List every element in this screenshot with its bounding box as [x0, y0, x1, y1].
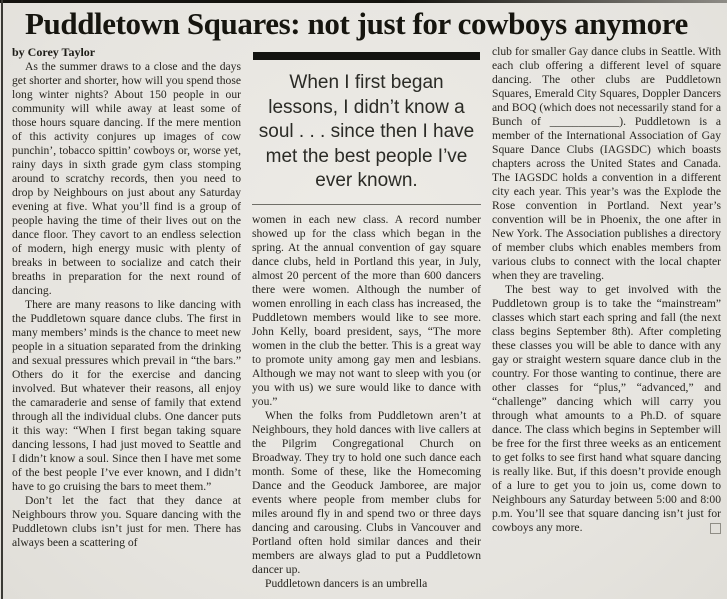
byline: by Corey Taylor: [12, 45, 96, 59]
top-rule: [0, 0, 727, 3]
paragraph: There are many reasons to like dancing with the Puddletown square dance clubs. The first in many members’ minds is the chance to meet new people in a situation separated from the drinking and sexual pressures which prevail in “the bars.” Others do it for the exercise and dancing involved. But whatever their reasons, all enjoy the camaraderie and sense of family that extend through all the individual clubs. One dancer puts it this way: “When I first began taking square dancing lessons, I had just moved to Seattle and I didn’t know a soul. Since then I have met some of the best people I’ve ever known, and I didn’t have to go cruising the bars to meet them.”: [12, 298, 241, 493]
column-2: [252, 45, 481, 591]
pull-quote-top-bar: [253, 52, 480, 60]
pull-quote-bottom-rule: [252, 204, 481, 205]
pull-quote: When I first began lessons, I didn’t know a soul . . . since then I have met the best people I’ve ever known.: [258, 72, 475, 191]
paragraph: When the folks from Puddletown aren’t at Neighbours, they hold dances with live callers at the Pilgrim Congregational Church on Broadway. They try to hold one such dance each month. Some of these, like the Homecoming Dance and the Geoduck Jamboree, are major events where people from member clubs for miles around fly in and spend two or three days dancing and carousing. Clubs in Vancouver and Portland often hold similar dances and their members are always glad to put a Puddletown dancer up.: [252, 408, 481, 576]
article-columns: [0, 43, 727, 591]
paragraph: women in each new class. A record number showed up for the class which began in the spring. At the annual convention of gay square dance clubs, held in Portland this year, in July, almost 20 percent of the more than 600 dancers there were women. Although the number of women enrolling in each class has increased, the Puddletown members would like to see more. John Kelly, board president, says, “The more women in the club the better. This is a great way to promote unity among gay men and lesbians. Although we may not want to sleep with you (or you with us) we sure would like to dance with you.”: [252, 212, 481, 408]
paragraph: club for smaller Gay dance clubs in Seattle. With each club offering a different level of square dancing. The other clubs are Puddletown Squares, Emerald City Squares, Doppler Dancers and BOQ (which does not necessarily stand for a Bunch of ____________). Puddletown is a member of the International Association of Gay Square Dance Clubs (IAGSDC) which boasts chapters across the United States and Canada. The IAGSDC holds a convention in a different city each year. This year’s was the Explode the Rose convention in Portland. Next year’s convention will be in Phoenix, the one after in New York. The Association publishes a directory of member clubs which enables members from various clubs to connect with the local chapter when they are traveling.: [492, 45, 721, 282]
paragraph: As the summer draws to a close and the days get shorter and shorter, how will you spend those long winter nights? About 150 people in our community will while away at least some of those hours square dancing. If the mere mention of this activity conjures up images of cow punchin’, tobacco spittin’ cowboys or, worse yet, rainy days in sixth grade gym class stomping around to scratchy records, then you need to drop by Neighbours on just about any Saturday evening at five. What you’ll find is a group of people having the time of their lives out on the dance floor. They cavort to an endless selection of modern, high energy music with plenty of breaks in between to socialize and catch their breaths in preparation for the next round of dancing.: [12, 60, 241, 297]
article-headline: Puddletown Squares: not just for cowboys anymore: [25, 6, 688, 41]
column-3: [492, 45, 721, 591]
left-edge-rule: [1, 0, 3, 599]
pull-quote-block: [252, 52, 481, 205]
end-square-icon: [710, 523, 721, 534]
column-1: [12, 45, 241, 591]
paragraph: Don’t let the fact that they dance at Neighbours throw you. Square dancing with the Puddletown clubs isn’t just for men. There has always been a scattering of: [12, 494, 241, 549]
paragraph: Puddletown dancers is an umbrella: [265, 576, 428, 590]
paragraph: The best way to get involved with the Puddletown group is to take the “mainstream” classes which start each spring and fall (the next class begins September 8th). After completing these classes you will be able to dance with any gay or straight western square dance club in the country. For those wanting to continue, there are other classes for “plus,” “advanced,” and “challenge” dancing which will carry you through what amounts to a Ph.D. of square dance. The class which begins in September will be free for the first three weeks as an enticement to get folks to see first hand what square dancing is really like. But, if this doesn’t provide enough of a lure to get you to join us, come down to Neighbours any Saturday between 5:00 and 8:00 p.m. You’ll see that square dancing isn’t just for cowboys any more.: [492, 283, 721, 534]
